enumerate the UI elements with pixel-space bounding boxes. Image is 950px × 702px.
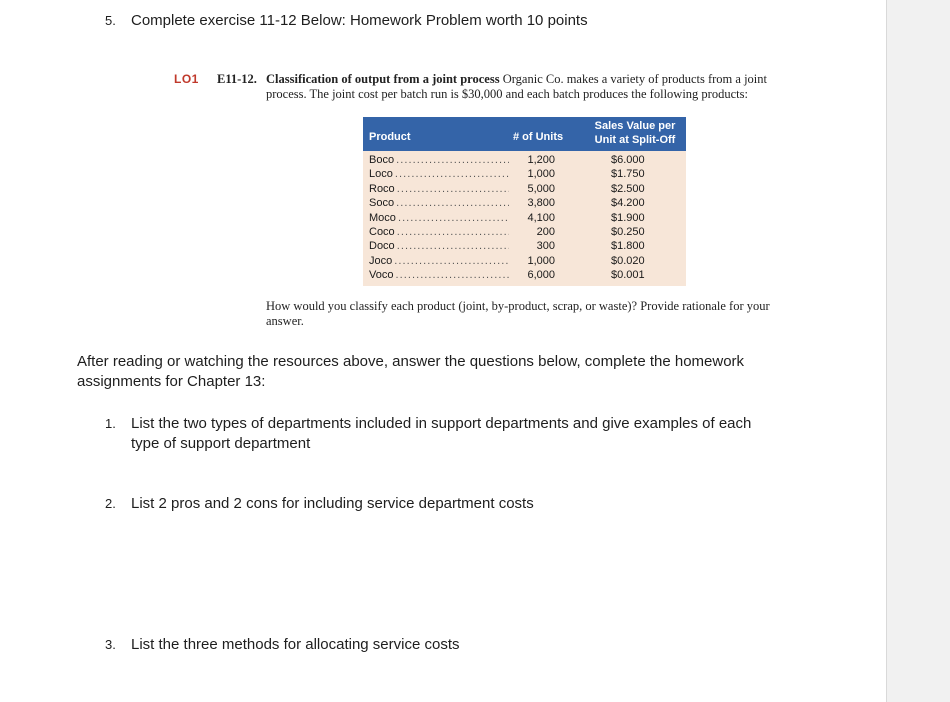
question-1-text: List the two types of departments included in support departments and give examples of each type of support department [131, 415, 752, 452]
header-units: # of Units [513, 131, 564, 143]
table-row [363, 153, 686, 167]
product-units: 6,000 [527, 269, 555, 282]
table-row [363, 182, 686, 196]
product-name: Coco . . . [369, 225, 509, 239]
products-table [363, 117, 686, 286]
table-header [363, 117, 686, 151]
table-row [363, 167, 686, 181]
product-value: $1.750 [611, 168, 645, 181]
product-name: Doco . . . [369, 239, 509, 253]
exercise-id: E11-12. [217, 72, 257, 86]
product-units: 3,800 [527, 197, 555, 210]
table-row [363, 268, 686, 282]
product-value: $1.900 [611, 211, 645, 224]
question-5-number: 5. [105, 13, 116, 28]
product-units: 1,200 [527, 154, 555, 166]
product-value: $1.800 [611, 240, 645, 253]
product-units: 1,000 [527, 168, 555, 181]
question-5-text: Complete exercise 11-12 Below: Homework Problem worth 10 points [131, 12, 588, 29]
product-value: $0.020 [611, 254, 645, 267]
table-body [363, 151, 686, 286]
product-name: Loco . . . [369, 167, 509, 181]
question-1-number: 1. [105, 416, 116, 431]
product-value: $4.200 [611, 197, 645, 210]
table-row [363, 225, 686, 239]
product-value: $6.000 [611, 154, 645, 166]
product-name: Boco . . . [369, 153, 509, 167]
product-name: Roco . . . [369, 182, 509, 196]
product-value: $2.500 [611, 182, 645, 195]
product-units: 4,100 [527, 211, 555, 224]
product-units: 300 [536, 240, 555, 253]
header-sales-value: Sales Value per Unit at Split-Off [594, 120, 676, 146]
question-2-number: 2. [105, 496, 116, 511]
exercise-question: How would you classify each product (joint, by-product, scrap, or waste)? Provide rationale for your answer. [266, 299, 770, 328]
product-name: Joco . . . [369, 254, 509, 268]
side-panel [886, 0, 950, 702]
question-3-text: List the three methods for allocating service costs [131, 636, 460, 653]
product-units: 1,000 [527, 254, 555, 267]
instructions-paragraph: After reading or watching the resources above, answer the questions below, complete the homework assignments for Chapter 13: [77, 353, 745, 390]
exercise-heading [266, 72, 786, 102]
product-units: 200 [536, 225, 555, 238]
product-name: Voco . . . [369, 268, 509, 282]
table-row [363, 254, 686, 268]
product-name: Moco . . . [369, 211, 509, 225]
product-value: $0.001 [611, 269, 645, 282]
question-2-text: List 2 pros and 2 cons for including service department costs [131, 495, 534, 512]
exercise-body: Organic Co. makes a variety of products from a joint process. The joint cost per batch run is $30,000 and each batch produces the following products: [266, 72, 767, 101]
header-product: Product [369, 131, 411, 143]
table-row [363, 196, 686, 210]
question-3-number: 3. [105, 637, 116, 652]
learning-objective-badge: LO1 [174, 72, 199, 86]
product-name: Soco . . . [369, 196, 509, 210]
product-units: 5,000 [527, 182, 555, 195]
table-row [363, 211, 686, 225]
table-row [363, 239, 686, 253]
product-value: $0.250 [611, 225, 645, 238]
exercise-title: Classification of output from a joint process [266, 72, 500, 86]
